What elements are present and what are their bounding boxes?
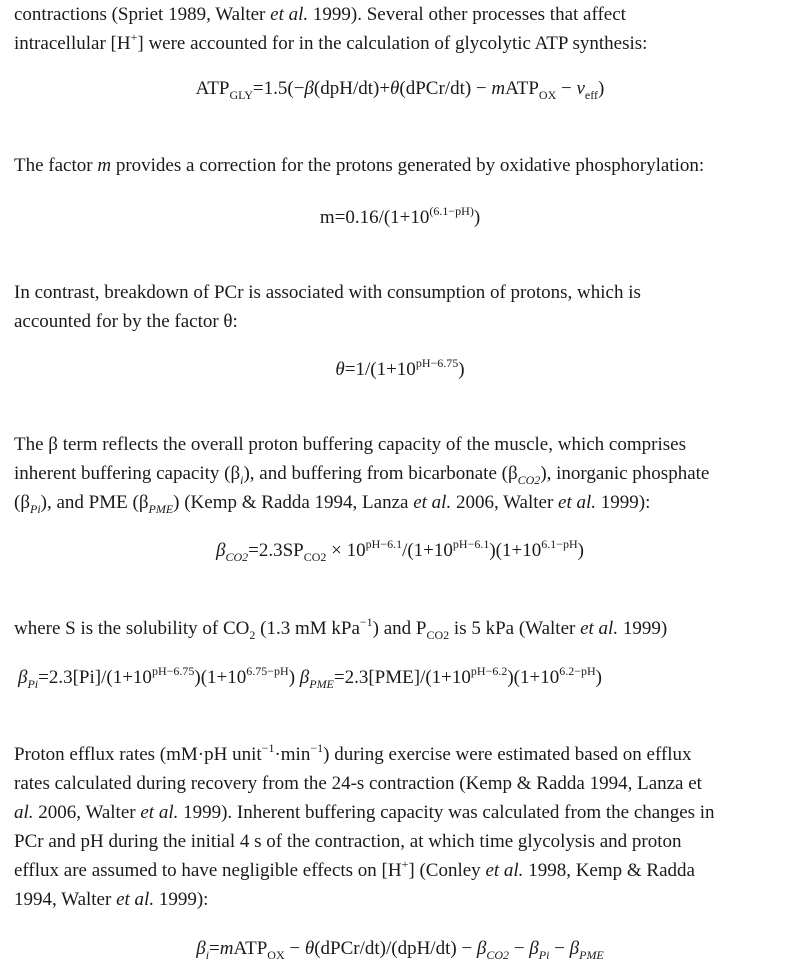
text: provides a correction for the protons generated by oxidative phosphorylation: [111, 155, 705, 176]
eq-text: ) [473, 207, 481, 228]
paragraph-pcr [14, 278, 784, 336]
text: is 5 kPa (Walter [449, 618, 581, 639]
symbol: β [216, 540, 226, 561]
superscript: pH−6.75 [415, 356, 459, 370]
text: m [97, 155, 112, 176]
text: ) during exercise were estimated based on efflux [323, 744, 692, 765]
text: 1994, Walter [14, 889, 117, 910]
text: intracellular [H [14, 33, 131, 54]
subscript: CO2 [426, 628, 450, 642]
superscript: + [130, 30, 138, 44]
superscript: pH−6.1 [365, 537, 403, 551]
eq-text: ) [577, 540, 584, 561]
eq-text: ATP [195, 78, 230, 99]
paragraph-factor-m [14, 151, 784, 180]
symbol: m [491, 78, 506, 99]
text: ] were accounted for in the calculation of glycolytic ATP synthesis: [137, 33, 648, 54]
text: et al. [140, 802, 179, 823]
text: PCr and pH during the initial 4 s of the contraction, at which time glycolysis and proton [14, 831, 682, 852]
eq-text: )(1+10 [489, 540, 542, 561]
subscript: OX [267, 948, 285, 962]
subscript: Pi [30, 502, 41, 516]
subscript: PME [309, 677, 334, 691]
eq-text: m=0.16/(1+10 [319, 207, 430, 228]
superscript: −1 [310, 741, 324, 755]
superscript: pH−6.75 [151, 664, 195, 678]
text: (1.3 mM kPa [255, 618, 360, 639]
text: rates calculated during recovery from the 24-s contraction (Kemp & Radda 1994, Lanza et [14, 773, 702, 794]
subscript: CO2 [303, 550, 327, 564]
eq-text: − [549, 938, 570, 959]
subscript: OX [538, 88, 557, 102]
eq-text: ) [458, 359, 465, 380]
paragraph-intro [14, 0, 784, 58]
equation-beta-co2 [0, 537, 800, 564]
text: ) (Kemp & Radda 1994, Lanza [173, 492, 414, 513]
eq-text: =1.5(− [252, 78, 305, 99]
symbol: β [569, 938, 580, 959]
text: The factor [14, 155, 98, 176]
text: The β term reflects the overall proton buffering capacity of the muscle, which comprises [14, 434, 686, 455]
text: (β [14, 492, 30, 513]
superscript: pH−6.2 [470, 664, 508, 678]
text: ] (Conley [408, 860, 486, 881]
superscript: −1 [261, 741, 275, 755]
subscript: 2 [249, 628, 256, 642]
symbol: β [299, 667, 310, 688]
text: et al. [116, 889, 155, 910]
symbol: θ [335, 359, 345, 380]
equation-beta-pi-pme [18, 664, 798, 691]
superscript: pH−6.1 [452, 537, 490, 551]
text: al. [14, 802, 34, 823]
symbol: θ [390, 78, 400, 99]
text: efflux are assumed to have negligible effects on [H [14, 860, 402, 881]
symbol: β [196, 938, 206, 959]
text: 1999). Inherent buffering capacity was calculated from the changes in [178, 802, 715, 823]
subscript: eff [584, 88, 599, 102]
symbol: β [304, 78, 314, 99]
subscript: i [240, 473, 244, 487]
subscript: CO2 [225, 550, 249, 564]
text: 1998, Kemp & Radda [523, 860, 695, 881]
text: 2006, Walter [451, 492, 559, 513]
superscript: 6.1−pH [541, 537, 578, 551]
eq-text: ) [598, 78, 605, 99]
eq-text: − [556, 78, 577, 99]
eq-text: =2.3[Pi]/(1+10 [38, 667, 152, 688]
paragraph-beta [14, 430, 784, 517]
subscript: Pi [538, 948, 550, 962]
superscript: 6.2−pH [559, 664, 596, 678]
eq-text: ATP [233, 938, 268, 959]
symbol: β [529, 938, 539, 959]
superscript: 6.75−pH [246, 664, 289, 678]
superscript: (6.1−pH) [429, 204, 474, 218]
text: In contrast, breakdown of PCr is associated with consumption of protons, which is [14, 282, 641, 303]
subscript: Pi [27, 677, 39, 691]
eq-text: =2.3[PME]/(1+10 [333, 667, 471, 688]
text: accounted for by the factor θ: [14, 311, 238, 332]
equation-beta-i [0, 938, 800, 960]
eq-text: − [284, 938, 305, 959]
eq-text: /(1+10 [402, 540, 453, 561]
text: 1999): [154, 889, 209, 910]
symbol: v [576, 78, 585, 99]
text: 1999) [618, 618, 668, 639]
equation-theta [0, 356, 800, 381]
eq-text: =1/(1+10 [344, 359, 416, 380]
subscript: PME [579, 948, 604, 962]
eq-text: − [509, 938, 530, 959]
eq-text: ) [595, 667, 602, 688]
eq-text: = [209, 938, 220, 959]
text: ·min [274, 744, 311, 765]
text: ), and buffering from bicarbonate (β [243, 463, 518, 484]
text: et al. [485, 860, 524, 881]
eq-text: (dpH/dt)+ [313, 78, 391, 99]
paragraph-proton-efflux [14, 740, 784, 914]
eq-text: =2.3SP [248, 540, 304, 561]
text: et al. [413, 492, 452, 513]
text: 2006, Walter [33, 802, 141, 823]
eq-text: (dPCr/dt)/(dpH/dt) − [314, 938, 477, 959]
text: inherent buffering capacity (β [14, 463, 241, 484]
eq-text: ATP [505, 78, 539, 99]
text: contractions (Spriet 1989, Walter [14, 4, 271, 25]
text: et al. [558, 492, 597, 513]
text: 1999): [596, 492, 651, 513]
text: 1999). Several other processes that affect [308, 4, 626, 25]
text: where S is the solubility of CO [14, 618, 250, 639]
text: Proton efflux rates (mM·pH unit [14, 744, 262, 765]
eq-text: ) [288, 667, 300, 688]
text: et al. [580, 618, 619, 639]
subscript: PME [148, 502, 174, 516]
subscript: GLY [229, 88, 253, 102]
paragraph-solubility [14, 614, 784, 643]
symbol: θ [304, 938, 315, 959]
superscript: + [401, 857, 409, 871]
eq-text: )(1+10 [194, 667, 247, 688]
text: ) and P [372, 618, 427, 639]
equation-atp-gly [0, 78, 800, 100]
symbol: β [18, 667, 28, 688]
subscript: CO2 [486, 948, 510, 962]
text: ), inorganic phosphate [540, 463, 710, 484]
text: ), and PME (β [40, 492, 149, 513]
eq-text: × 10 [326, 540, 366, 561]
equation-m [0, 204, 800, 229]
text: et al. [270, 4, 309, 25]
eq-text: (dPCr/dt) − [399, 78, 492, 99]
symbol: m [219, 938, 234, 959]
subscript: i [205, 948, 210, 962]
superscript: −1 [359, 615, 373, 629]
eq-text: )(1+10 [507, 667, 560, 688]
symbol: β [476, 938, 487, 959]
subscript: CO2 [517, 473, 541, 487]
